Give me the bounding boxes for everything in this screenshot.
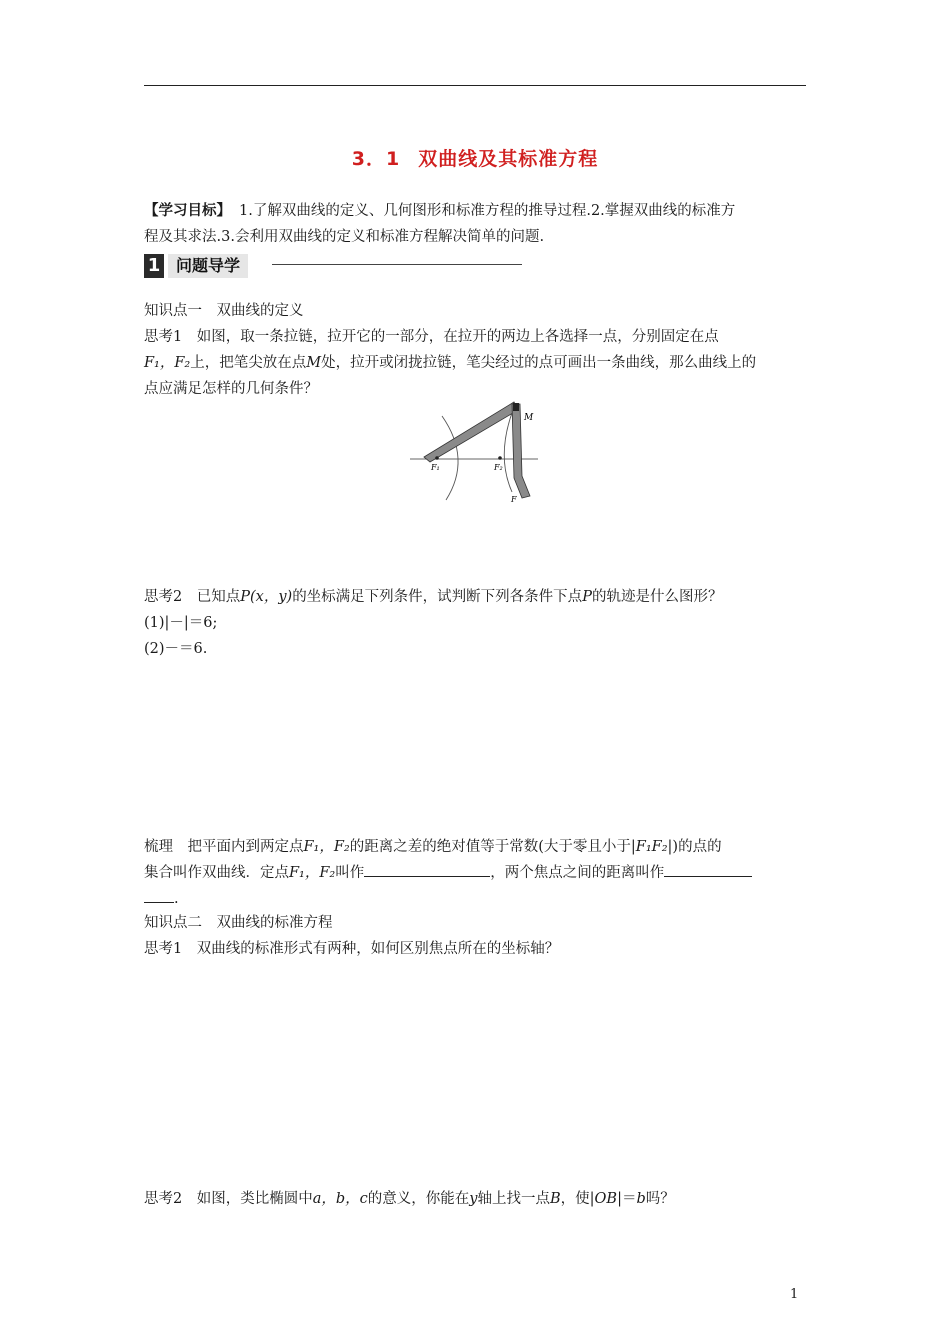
fig-label-f1: F₁ (431, 463, 440, 472)
fig-label-f2: F₂ (494, 463, 503, 472)
kp1-think1-line3: 点应满足怎样的几何条件？ (144, 381, 318, 397)
kp1-think2: 思考2 已知点P(x，y)的坐标满足下列条件，试判断下列各条件下点P的轨迹是什么图形？ (144, 589, 723, 605)
title-text: 双曲线及其标准方程 (418, 148, 599, 170)
kp1-summary-line1: 梳理 把平面内到两定点F₁，F₂的距离之差的绝对值等于常数(大于零且小于|F₁F₂|)的点的 (144, 839, 722, 855)
objective-line-1: 1.了解双曲线的定义、几何图形和标准方程的推导过程.2.掌握双曲线的标准方 (239, 203, 736, 219)
kp1-heading: 知识点一 双曲线的定义 (144, 303, 304, 319)
sym-m: M (306, 355, 322, 371)
kp1-think1-line2: F₁，F₂上，把笔尖放在点M处，拉开或闭拢拉链，笔尖经过的点可画出一条曲线，那么曲线上的 (144, 355, 757, 371)
section-underline (272, 264, 522, 265)
section-label: 问题导学 (168, 254, 248, 278)
sym-f1f2: F₁，F₂ (144, 355, 191, 371)
kp1-condition-2: (2)－＝6. (144, 641, 208, 657)
sym-p: P (582, 589, 592, 605)
objective-tag: 【学习目标】 (144, 202, 231, 219)
section-badge: 1 (144, 254, 164, 278)
page-title (0, 144, 950, 171)
top-rule (144, 85, 806, 86)
blank-foci[interactable] (364, 860, 490, 877)
kp1-summary-line2: 集合叫作双曲线．定点F₁，F₂叫作 ，两个焦点之间的距离叫作 (144, 860, 806, 886)
fig-label-m: M (524, 413, 534, 423)
kp2-heading: 知识点二 双曲线的标准方程 (144, 915, 333, 931)
fig-label-f: F (511, 495, 517, 504)
page-number: 1 (790, 1287, 799, 1302)
kp1-summary-line3: . (144, 886, 806, 912)
kp2-think1: 思考1 双曲线的标准形式有两种，如何区别焦点所在的坐标轴？ (144, 941, 560, 957)
kp2-think2: 思考2 如图，类比椭圆中a，b，c的意义，你能在y轴上找一点B，使|OB|＝b吗？ (144, 1191, 675, 1207)
learning-objectives (144, 198, 806, 250)
objective-line-2: 程及其求法.3.会利用双曲线的定义和标准方程解决简单的问题. (144, 229, 545, 245)
kp1-condition-1: (1)|－|＝6; (144, 615, 218, 631)
title-number: 3．1 (351, 148, 401, 170)
zipper-hyperbola-figure (410, 396, 540, 506)
kp1-think1-line1: 思考1 如图，取一条拉链，拉开它的一部分，在拉开的两边上各选择一点，分别固定在点 (144, 329, 719, 345)
sym-pxy: P(x，y) (240, 589, 293, 605)
blank-focal-distance-b[interactable] (144, 886, 174, 903)
blank-focal-distance-a[interactable] (664, 860, 752, 877)
